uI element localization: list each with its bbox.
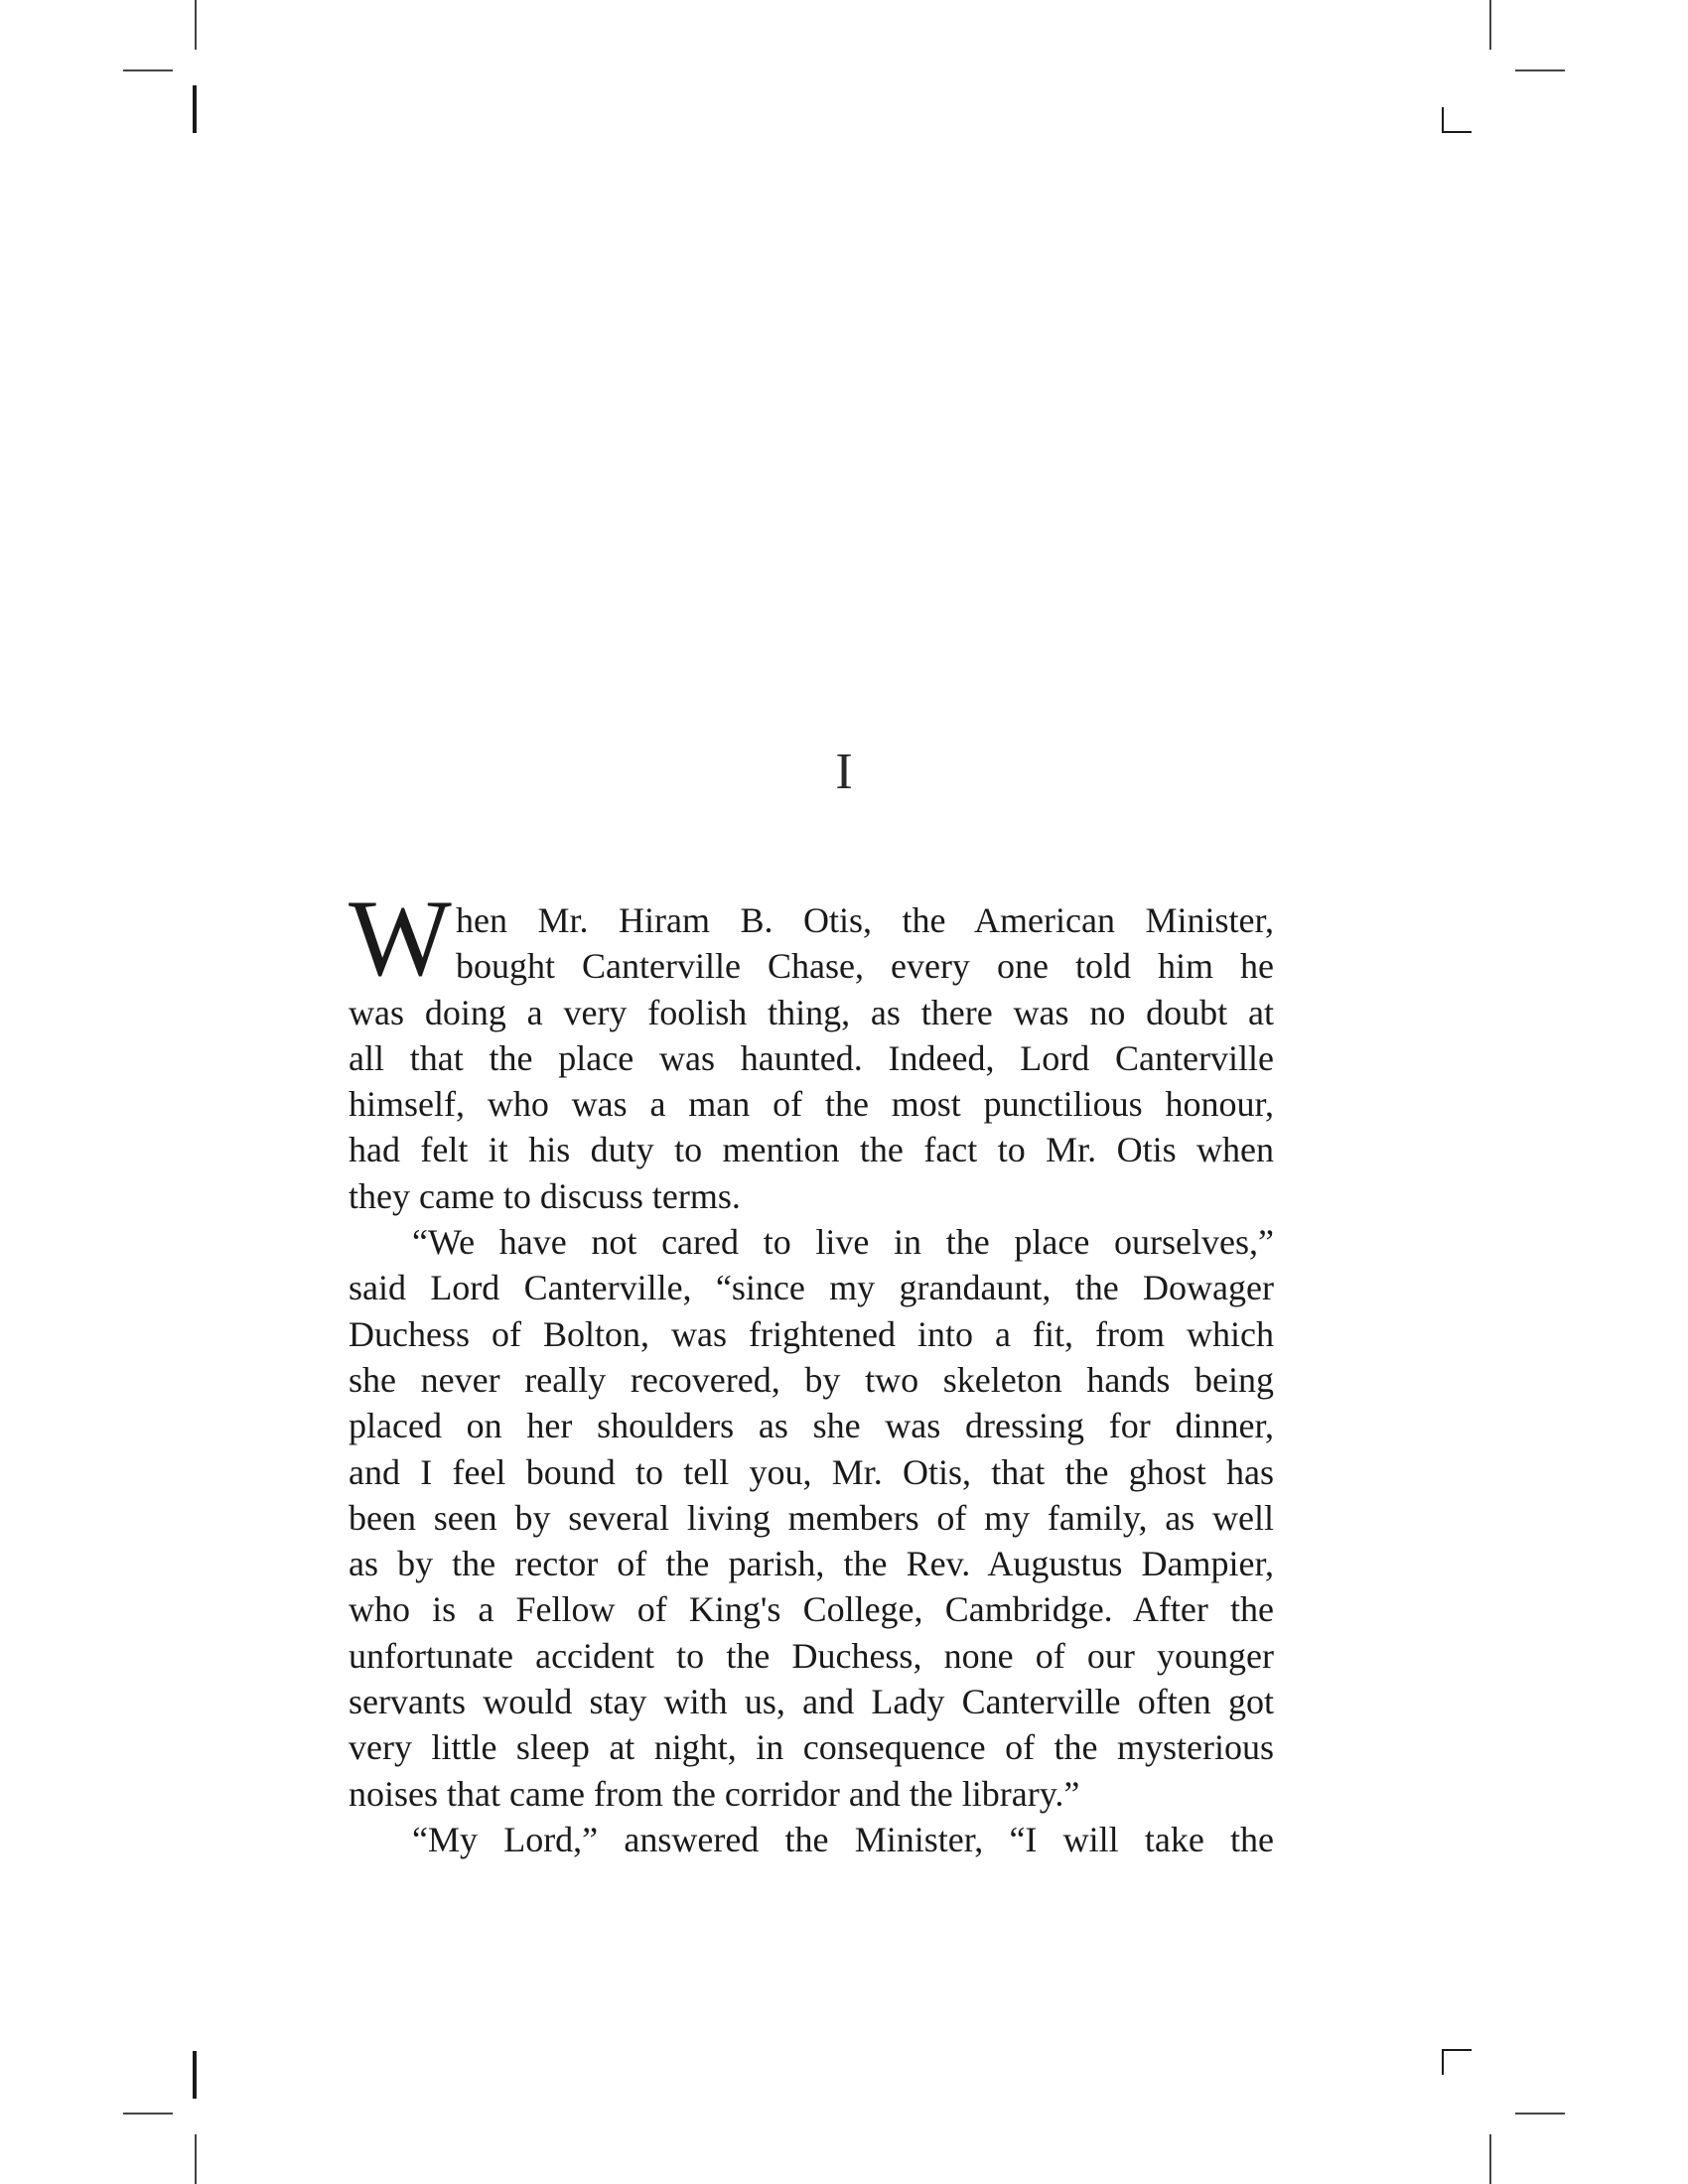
body-text [349, 897, 1274, 1862]
text-line: they came to discuss terms. [349, 1175, 741, 1216]
text-line: all that the place was haunted. Indeed, Lord Canterville [349, 1037, 1274, 1078]
crop-mark-bottom-right-vertical [1489, 2134, 1491, 2184]
text-line: been seen by several living members of my family, as well [349, 1497, 1274, 1538]
text-line: as by the rector of the parish, the Rev. Augustus Dampier, [349, 1544, 1274, 1584]
text-line: Duchess of Bolton, was frightened into a fit, from which [349, 1313, 1274, 1354]
text-line: servants would stay with us, and Lady Canterville often got [349, 1682, 1274, 1722]
text-line: himself, who was a man of the most punctilious honour, [349, 1084, 1274, 1125]
crop-mark-bottom-left-vertical [195, 2134, 197, 2184]
crop-mark-top-right-horizontal [1515, 69, 1565, 71]
text-line: said Lord Canterville, “since my grandaunt, the Dowager [349, 1268, 1274, 1308]
text-line: bought Canterville Chase, every one told him he [456, 946, 1274, 987]
text-line: was doing a very foolish thing, as there was no doubt at [349, 992, 1274, 1032]
text-line: who is a Fellow of King's College, Cambridge. After the [349, 1589, 1274, 1630]
text-line: and I feel bound to tell you, Mr. Otis, that the ghost has [349, 1451, 1274, 1492]
trim-corner-top-right-horizontal [1442, 131, 1472, 133]
text-line: unfortunate accident to the Duchess, none of our younger [349, 1635, 1274, 1676]
text-line: placed on her shoulders as she was dressing for dinner, [349, 1406, 1274, 1446]
crop-mark-bottom-left-horizontal [123, 2113, 173, 2115]
chapter-number: I [835, 744, 853, 800]
crop-mark-top-left-bar [193, 85, 197, 133]
text-line: very little sleep at night, in consequence of the mysterious [349, 1727, 1274, 1768]
crop-mark-top-right-vertical [1489, 0, 1491, 50]
trim-corner-bottom-right-vertical [1442, 2049, 1444, 2075]
text-line: noises that came from the corridor and the library.” [349, 1773, 1080, 1814]
text-line: had felt it his duty to mention the fact to Mr. Otis when [349, 1130, 1274, 1170]
text-line: “My Lord,” answered the Minister, “I will take the [412, 1819, 1274, 1859]
crop-mark-bottom-right-horizontal [1515, 2113, 1565, 2115]
text-line: hen Mr. Hiram B. Otis, the American Minister, [456, 900, 1274, 940]
text-line: she never really recovered, by two skeleton hands being [349, 1359, 1274, 1400]
drop-cap: W [349, 878, 452, 999]
crop-mark-bottom-left-bar [193, 2051, 197, 2099]
text-line: “We have not cared to live in the place ourselves,” [412, 1222, 1274, 1263]
crop-mark-top-left-horizontal [123, 69, 173, 71]
crop-mark-top-left-vertical [195, 0, 197, 50]
trim-corner-bottom-right-horizontal [1442, 2049, 1472, 2051]
trim-corner-top-right-vertical [1442, 107, 1444, 133]
